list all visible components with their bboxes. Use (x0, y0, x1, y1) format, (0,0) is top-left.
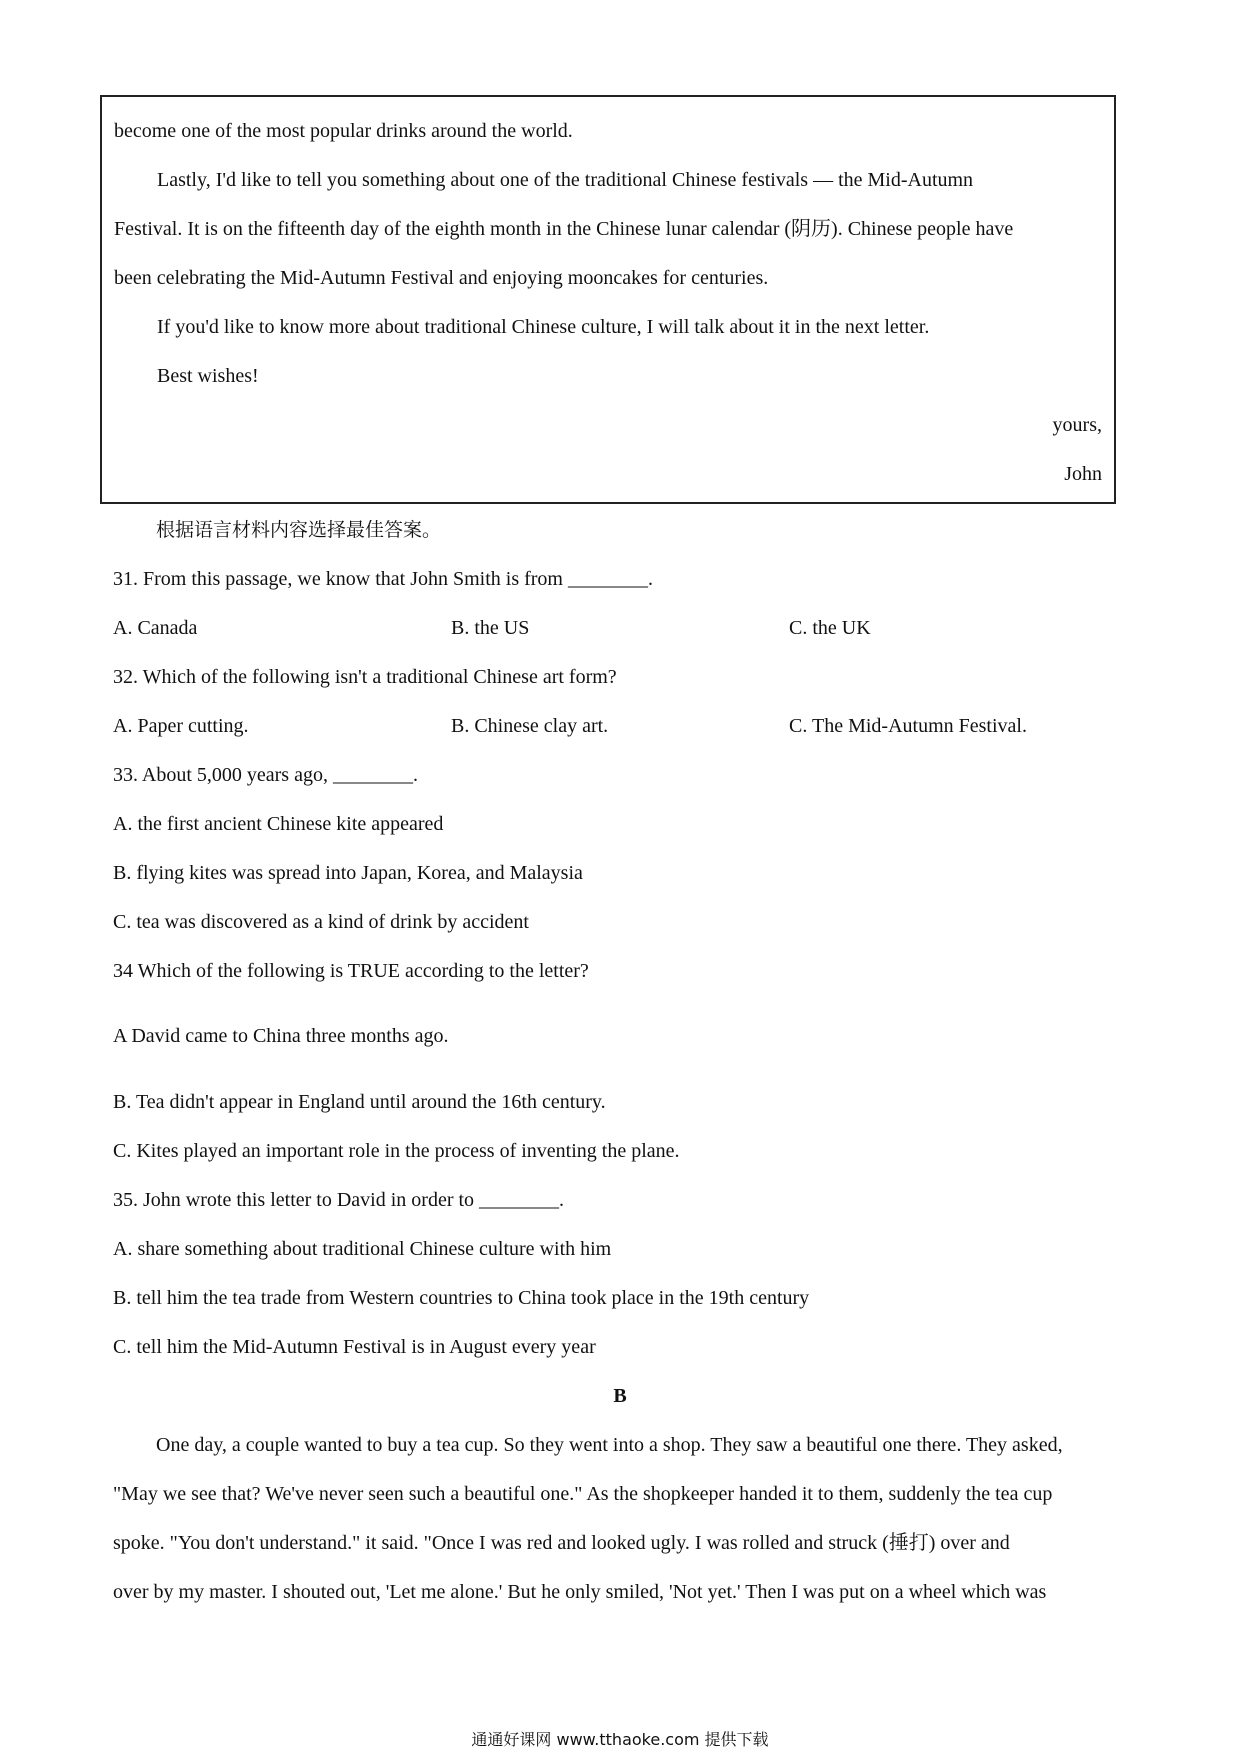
option-b: B. Tea didn't appear in England until around the 16th century. (113, 1091, 606, 1113)
option-a: A. the first ancient Chinese kite appeared (113, 813, 444, 835)
option-c: C. the UK (789, 617, 871, 639)
option-c: C. tea was discovered as a kind of drink by accident (113, 911, 529, 933)
instruction: 根据语言材料内容选择最佳答案。 (156, 519, 442, 541)
option-b: B. the US (451, 617, 530, 639)
option-a: A. Paper cutting. (113, 715, 249, 737)
option-a: A. share something about traditional Chinese culture with him (113, 1238, 612, 1260)
option-c: C. The Mid-Autumn Festival. (789, 715, 1027, 737)
footer-watermark: 通通好课网 www.tthaoke.com 提供下载 (471, 1730, 769, 1749)
question-stem: 31. From this passage, we know that John Smith is from ________. (113, 568, 653, 590)
letter-line: Lastly, I'd like to tell you something about one of the traditional Chinese festivals — the Mid-Autumn (157, 169, 974, 191)
letter-closing: yours, (1052, 414, 1102, 436)
question-stem: 32. Which of the following isn't a traditional Chinese art form? (113, 666, 617, 688)
question-stem: 35. John wrote this letter to David in order to ________. (113, 1189, 565, 1211)
letter-box (100, 95, 1116, 504)
question-stem: 34 Which of the following is TRUE according to the letter? (113, 960, 589, 982)
letter-line: become one of the most popular drinks around the world. (114, 120, 573, 142)
passage-line: over by my master. I shouted out, 'Let me alone.' But he only smiled, 'Not yet.' Then I was put on a wheel which was (113, 1581, 1047, 1603)
option-c: C. Kites played an important role in the process of inventing the plane. (113, 1140, 680, 1162)
option-b: B. flying kites was spread into Japan, Korea, and Malaysia (113, 862, 583, 884)
letter-signature: John (1064, 463, 1102, 485)
letter-line: If you'd like to know more about traditional Chinese culture, I will talk about it in the next letter. (157, 316, 930, 338)
option-c: C. tell him the Mid-Autumn Festival is in August every year (113, 1336, 596, 1358)
section-heading: B (613, 1385, 627, 1407)
passage-line: spoke. "You don't understand." it said. "Once I was red and looked ugly. I was rolled and struck (捶打) over and (113, 1532, 1010, 1554)
passage-line: One day, a couple wanted to buy a tea cup. So they went into a shop. They saw a beautiful one there. They asked, (156, 1434, 1063, 1456)
option-a: A. Canada (113, 617, 198, 639)
option-a: A David came to China three months ago. (113, 1025, 449, 1047)
passage-line: "May we see that? We've never seen such a beautiful one." As the shopkeeper handed it to them, suddenly the tea cup (113, 1483, 1053, 1505)
letter-line: been celebrating the Mid-Autumn Festival and enjoying mooncakes for centuries. (114, 267, 769, 289)
letter-line: Festival. It is on the fifteenth day of the eighth month in the Chinese lunar calendar (阴历). Chinese people have (114, 218, 1014, 240)
option-b: B. Chinese clay art. (451, 715, 609, 737)
question-stem: 33. About 5,000 years ago, ________. (113, 764, 418, 786)
option-b: B. tell him the tea trade from Western countries to China took place in the 19th century (113, 1287, 810, 1309)
letter-line: Best wishes! (157, 365, 259, 387)
